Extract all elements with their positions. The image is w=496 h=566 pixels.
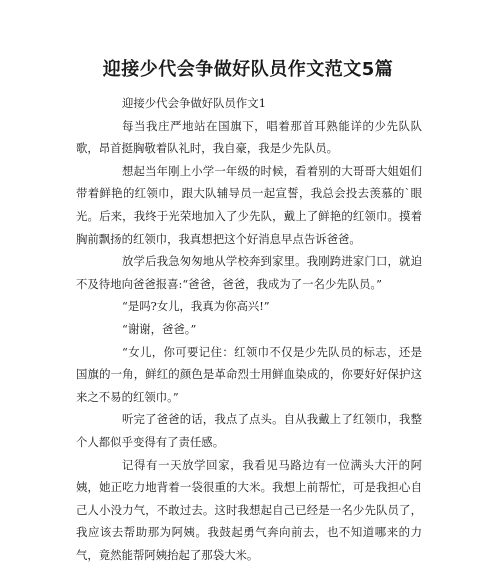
body-paragraph: 每当我庄严地站在国旗下，唱着那首耳熟能详的少先队队歌，昂首挺胸敬着队礼时，我自豪，我是少先队员。 [76, 115, 422, 160]
dialogue-paragraph: “谢谢，爸爸。” [76, 318, 422, 341]
dialogue-paragraph: “女儿，你可要记住：红领巾不仅是少先队员的标志，还是国旗的一角，鲜红的颜色是革命烈士用鲜血染成的，你要好好保护这来之不易的红领巾。” [76, 341, 422, 409]
body-paragraph: 听完了爸爸的话，我点了点头。自从我戴上了红领巾，我整个人都似乎变得有了责任感。 [76, 408, 422, 453]
document-body [76, 92, 422, 566]
body-paragraph: 记得有一天放学回家，我看见马路边有一位满头大汗的阿姨，她正吃力地背着一袋很重的大米。我想上前帮忙，可是我担心自己人小没力气，不敢过去。这时我想起自己已经是一名少先队员了，我应该去帮助那为阿姨。我鼓起勇气奔向前去，也不知道哪来的力气，竟然能帮阿姨抬起了那袋大米。 [76, 454, 422, 566]
body-paragraph: 放学后我急匆匆地从学校奔到家里。我刚跨进家门口，就迫不及待地向爸爸报喜:“爸爸，爸爸，我成为了一名少先队员。” [76, 250, 422, 295]
document-title: 迎接少代会争做好队员作文范文5篇 [0, 58, 496, 82]
dialogue-paragraph: “是吗?女儿，我真为你高兴!” [76, 295, 422, 318]
subtitle-paragraph: 迎接少代会争做好队员作文1 [76, 92, 422, 115]
body-paragraph: 想起当年刚上小学一年级的时候，看着别的大哥哥大姐姐们带着鲜艳的红领巾，跟大队辅导员一起宣誓，我总会投去羡慕的`眼光。后来，我终于光荣地加入了少先队，戴上了鲜艳的红领巾。摸着胸前飘扬的红领巾，我真想把这个好消息早点告诉爸爸。 [76, 160, 422, 250]
